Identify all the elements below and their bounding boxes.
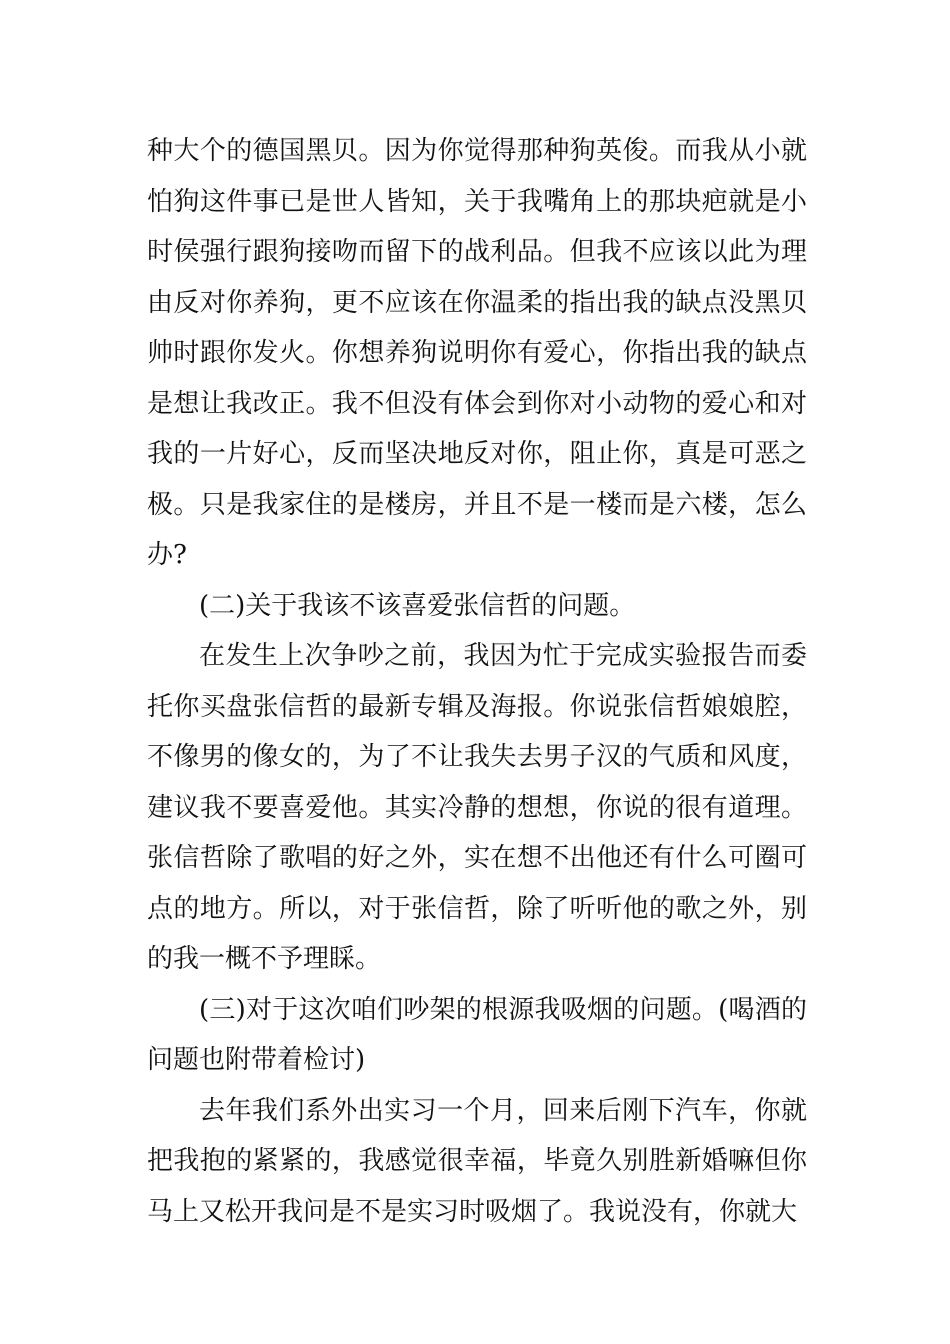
section-heading-two: (二)关于我该不该喜爱张信哲的问题。: [199, 590, 636, 621]
paragraph-section-two: 在发生上次争吵之前，我因为忙于完成实验报告而委托你买盘张信哲的最新专辑及海报。你说张信哲娘娘腔，不像男的像女的，为了不让我失去男子汉的气质和风度，建议我不要喜爱他。其实冷静的想想，你说的很有道理。张信哲除了歌唱的好之外，实在想不出他还有什么可圈可点的地方。所以，对于张信哲，除了听听他的歌之外，别的我一概不予理睬。: [147, 641, 807, 974]
paragraph-section-three: 去年我们系外出实习一个月，回来后刚下汽车，你就把我抱的紧紧的，我感觉很幸福，毕竟久别胜新婚嘛但你马上又松开我问是不是实习时吸烟了。我说没有，你就大: [147, 1095, 807, 1227]
document-body: [147, 126, 807, 1237]
section-heading-three: (三)对于这次咱们吵架的根源我吸烟的问题。(喝酒的问题也附带着检讨): [147, 994, 807, 1075]
paragraph-continued: 种大个的德国黑贝。因为你觉得那种狗英俊。而我从小就怕狗这件事已是世人皆知，关于我嘴角上的那块疤就是小时侯强行跟狗接吻而留下的战利品。但我不应该以此为理由反对你养狗，更不应该在你温柔的指出我的缺点没黑贝帅时跟你发火。你想养狗说明你有爱心，你指出我的缺点是想让我改正。我不但没有体会到你对小动物的爱心和对我的一片好心，反而坚决地反对你，阻止你，真是可恶之极。只是我家住的是楼房，并且不是一楼而是六楼，怎么办?: [147, 136, 807, 570]
